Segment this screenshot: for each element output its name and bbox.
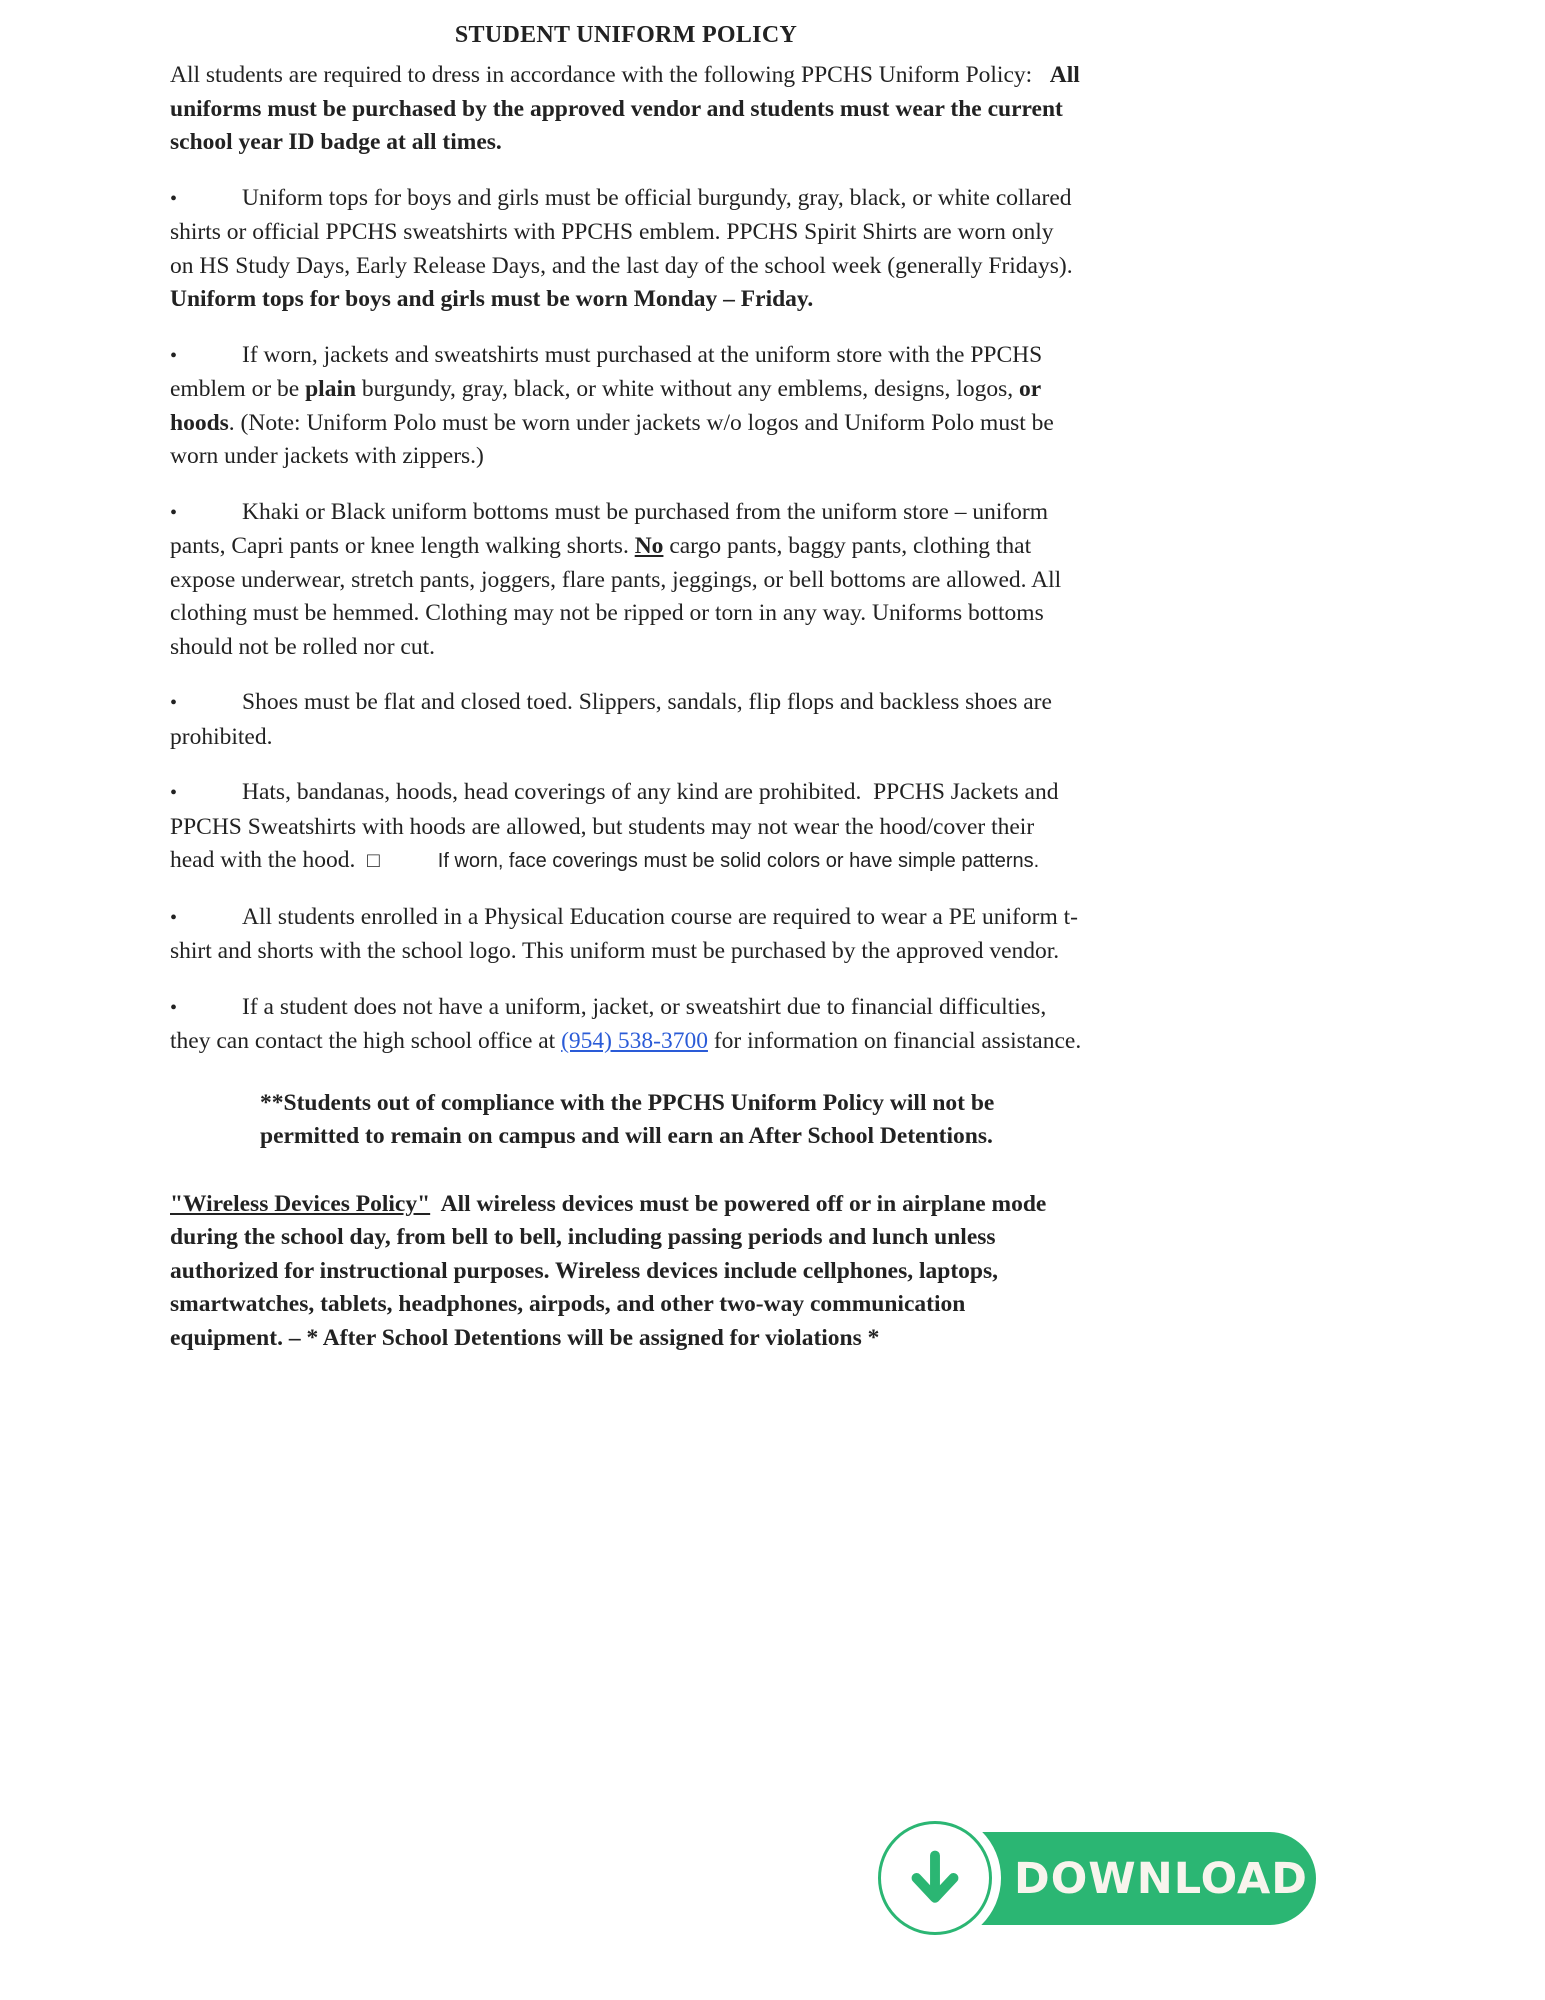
bullet-text: All students enrolled in a Physical Education course are required to wear a PE uniform t-shirt and shorts with the school logo. This uniform must be purchased by the approved vendor. xyxy=(170,903,1078,964)
bullet-bold-text: Uniform tops for boys and girls must be worn Monday – Friday. xyxy=(170,286,814,312)
bullet-text: If worn, jackets and sweatshirts must purchased at the uniform store with the PPCHS emblem or be xyxy=(170,341,1049,402)
compliance-warning: **Students out of compliance with the PPCHS Uniform Policy will not be permitted to remain on campus and will earn an After School Detentions. xyxy=(260,1089,1001,1149)
bullet-text: Shoes must be flat and closed toed. Slippers, sandals, flip flops and backless shoes are prohibited. xyxy=(170,689,1058,750)
download-button[interactable] xyxy=(878,1820,1323,1940)
phone-number-link[interactable]: (954) 538-3700 xyxy=(561,1028,708,1054)
bullet-jackets xyxy=(170,339,1082,474)
wireless-devices-policy xyxy=(170,1188,1082,1356)
bullet-text: for information on financial assistance. xyxy=(707,1028,1082,1054)
bullet-text: If a student does not have a uniform, jacket, or sweatshirt due to financial difficulties, they can contact the high school office at xyxy=(170,993,1053,1054)
bullet-dot-icon: • xyxy=(170,187,178,210)
document-page xyxy=(170,22,1086,1355)
bullet-uniform-tops xyxy=(170,182,1082,317)
intro-text: All students are required to dress in accordance with the following PPCHS Uniform Policy: xyxy=(170,62,1050,88)
bullet-hats xyxy=(170,776,1082,879)
download-arrow-icon[interactable] xyxy=(878,1821,992,1935)
bullet-pe-uniform xyxy=(170,901,1082,969)
wireless-policy-title: "Wireless Devices Policy" xyxy=(170,1190,431,1217)
bullet-text: Uniform tops for boys and girls must be official burgundy, gray, black, or white collared shirts or official PPCHS sweatshirts with PPCHS emblem. PPCHS Spirit Shirts are worn only on HS Study Days, Early Release Days, and the last day of the school week (generally Fridays). xyxy=(170,184,1079,279)
bullet-bottoms xyxy=(170,496,1082,665)
bullet-dot-icon: • xyxy=(170,692,178,714)
bullet-text: Khaki or Black uniform bottoms must be purchased from the uniform store – uniform pants, Capri pants or knee length walking shorts. xyxy=(170,498,1054,559)
bullet-text: . (Note: Uniform Polo must be worn under jackets w/o logos and Uniform Polo must be worn under jackets with zippers.) xyxy=(170,409,1060,469)
face-covering-note: If worn, face coverings must be solid colors or have simple patterns. xyxy=(437,850,1040,872)
bullet-shoes xyxy=(170,686,1082,754)
bullet-dot-icon: • xyxy=(170,501,178,524)
bullet-financial xyxy=(170,991,1082,1059)
bullet-dot-icon: • xyxy=(170,996,178,1019)
bullet-bold-text: or hoods xyxy=(170,376,1047,436)
bullet-bold-text: plain xyxy=(305,376,357,402)
bullet-dot-icon: • xyxy=(170,344,178,367)
document-title: STUDENT UNIFORM POLICY xyxy=(454,22,798,48)
bullet-text: cargo pants, baggy pants, clothing that expose underwear, stretch pants, joggers, flare pants, jeggings, or bell bottoms are allowed. All clothing must be hemmed. Clothing may not be ripped or torn in any way. Uniforms bottoms should not be rolled nor cut. xyxy=(170,533,1068,660)
intro-paragraph xyxy=(170,59,1086,160)
placeholder-box-glyph: □ xyxy=(367,849,380,872)
bullet-text: Hats, bandanas, hoods, head coverings of any kind are prohibited. PPCHS Jackets and PPCHS Sweatshirts with hoods are allowed, but students may not wear the hood/cover their head with the hood. xyxy=(170,779,1065,873)
bullet-text: burgundy, gray, black, or white without any emblems, designs, logos, xyxy=(356,376,1019,402)
bullet-dot-icon: • xyxy=(170,906,178,929)
intro-bold-text: All uniforms must be purchased by the approved vendor and students must wear the current school year ID badge at all times. xyxy=(170,62,1086,155)
download-label: DOWNLOAD xyxy=(1014,1853,1308,1904)
download-pill[interactable] xyxy=(950,1832,1316,1925)
bullet-dot-icon: • xyxy=(170,782,178,804)
wireless-policy-body: All wireless devices must be powered off or in airplane mode during the school day, from bell to bell, including passing periods and lunch unless authorized for instructional purposes. Wireless devices include cellphones, laptops, smartwatches, tablets, headphones, airpods, and other two-way communication equipment. – * After School Detentions will be assigned for violations * xyxy=(170,1190,1053,1351)
bullet-bold-underline-text: No xyxy=(634,533,664,559)
